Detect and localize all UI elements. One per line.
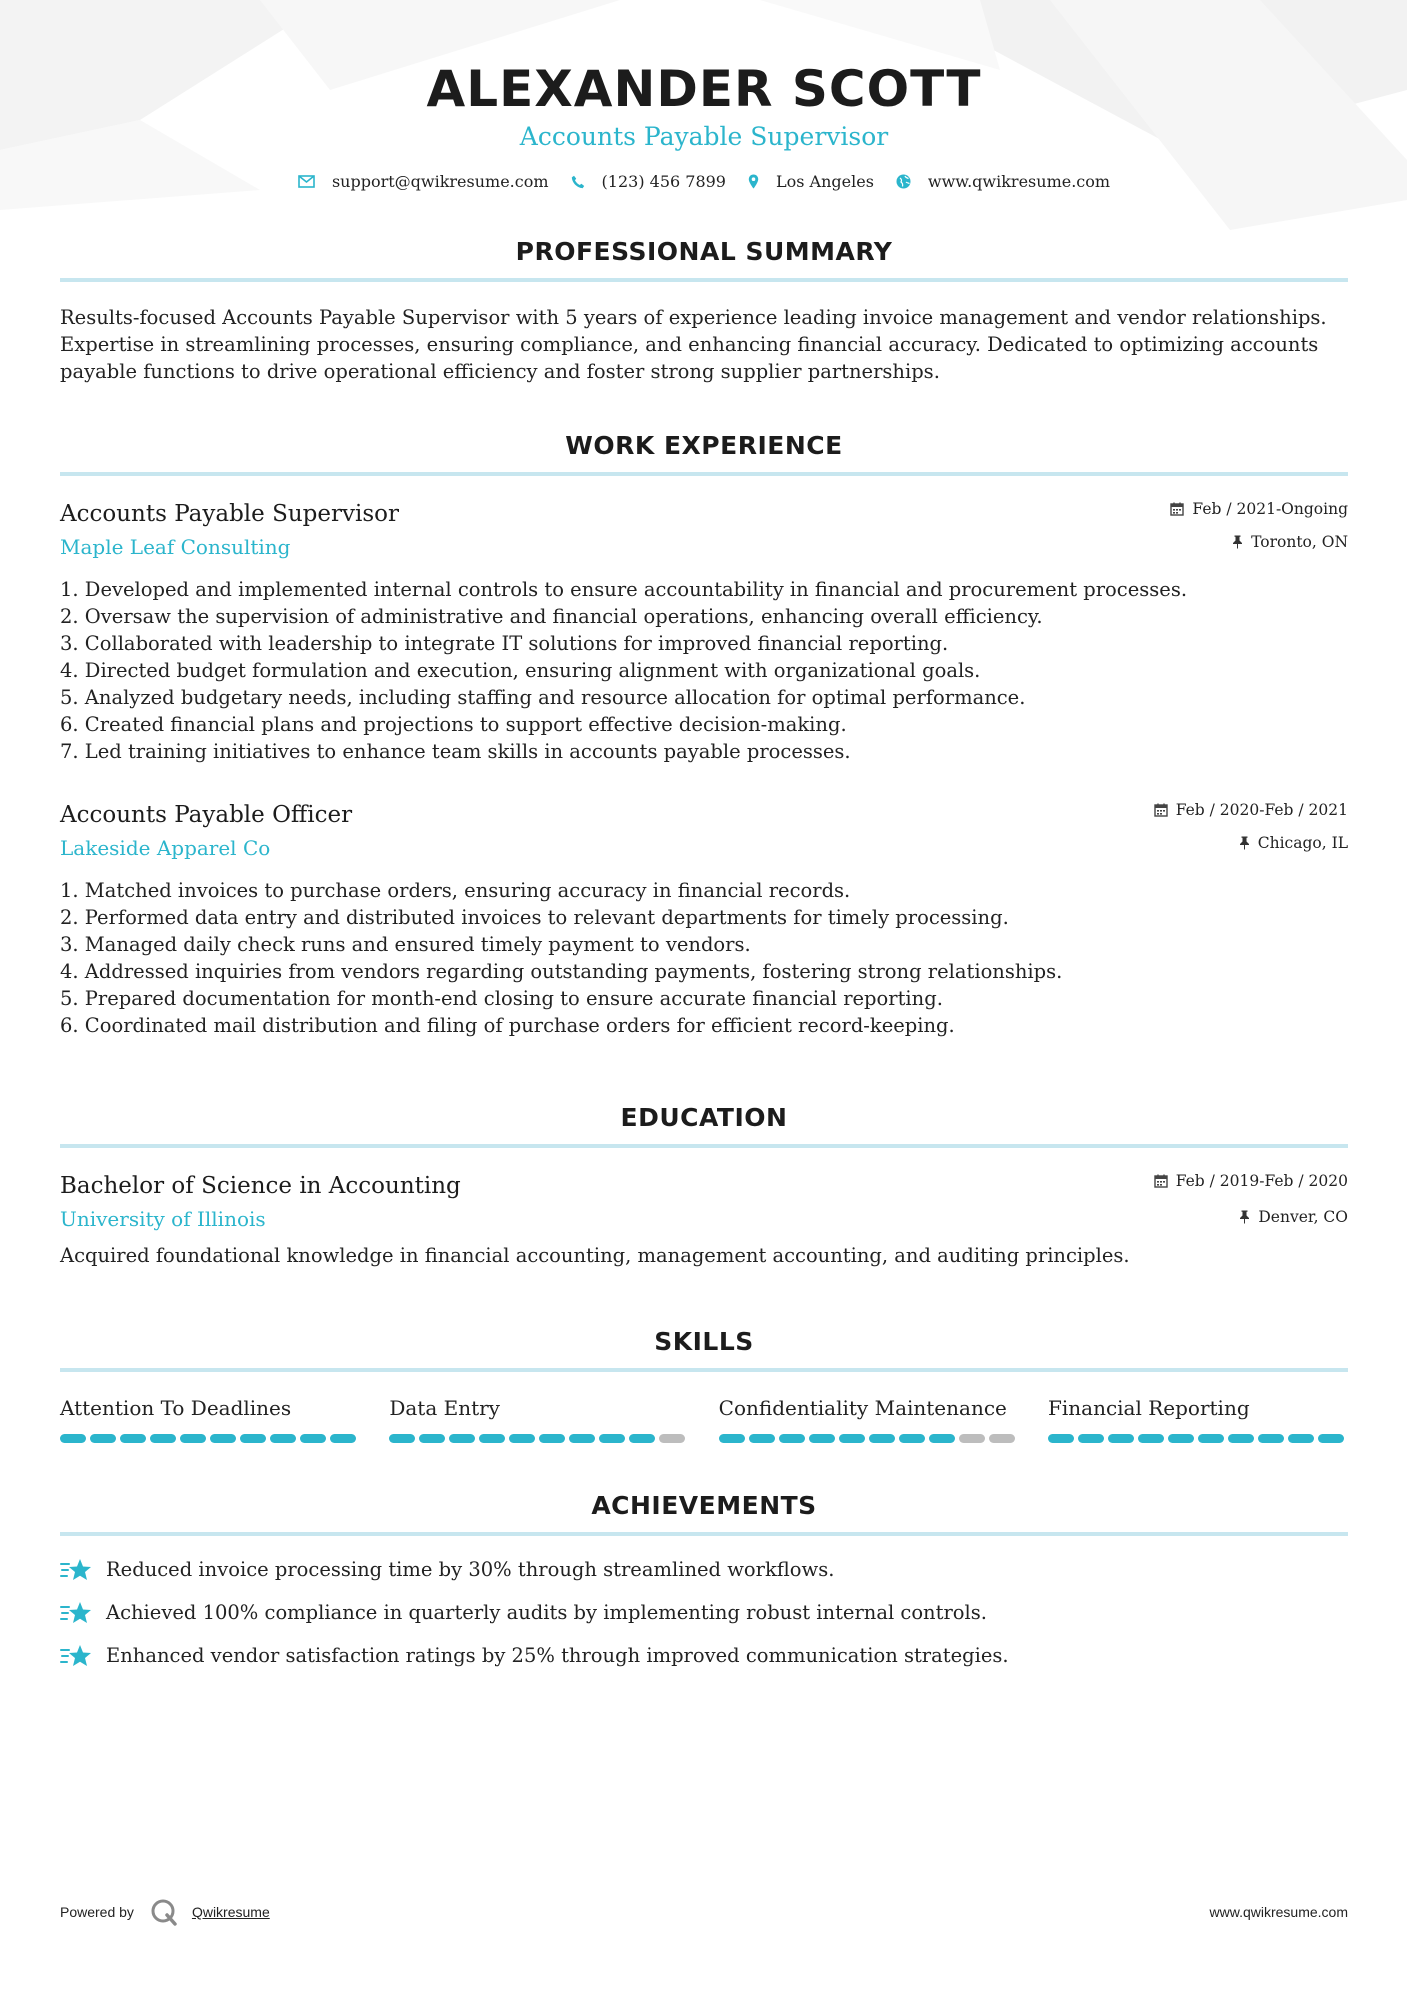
achievement-text: Enhanced vendor satisfaction ratings by 25% through improved communication strategies. <box>106 1644 1009 1667</box>
contact-location-text: Los Angeles <box>775 172 874 191</box>
job-dates: Feb / 2020-Feb / 2021 <box>1175 801 1348 819</box>
skill-level-segment-filled <box>839 1434 865 1443</box>
job-bullet: 3. Collaborated with leadership to integrate IT solutions for improved financial reporting. <box>60 632 949 655</box>
skill-level-bar <box>1048 1434 1348 1443</box>
job-bullet: 2. Performed data entry and distributed invoices to relevant departments for timely processing. <box>60 906 1009 929</box>
skill-level-segment-filled <box>479 1434 505 1443</box>
star-icon <box>60 1600 92 1626</box>
section-title-achievements: ACHIEVEMENTS <box>60 1491 1348 1536</box>
skills-grid <box>60 1394 1348 1443</box>
skill-name: Data Entry <box>389 1396 500 1420</box>
pushpin-icon <box>1239 836 1250 850</box>
job-bullet: 4. Directed budget formulation and execution, ensuring alignment with organizational goals. <box>60 659 981 682</box>
skill-level-segment-filled <box>539 1434 565 1443</box>
contact-phone-text: (123) 456 7899 <box>601 172 726 191</box>
section-title-education: EDUCATION <box>60 1103 1348 1148</box>
job-bullet: 6. Created financial plans and projections to support effective decision-making. <box>60 713 847 736</box>
job-role: Accounts Payable Officer <box>60 802 353 828</box>
skill-level-segment-filled <box>1078 1434 1104 1443</box>
skill-item <box>1048 1394 1348 1443</box>
skill-level-segment-filled <box>929 1434 955 1443</box>
skill-level-segment-filled <box>719 1434 745 1443</box>
contact-email[interactable] <box>298 172 549 191</box>
job-bullet: 2. Oversaw the supervision of administrative and financial operations, enhancing overall efficiency. <box>60 605 1043 628</box>
calendar-icon <box>1154 1174 1168 1188</box>
education-degree: Bachelor of Science in Accounting <box>60 1173 461 1199</box>
contact-email-text: support@qwikresume.com <box>331 172 549 191</box>
skill-level-segment-filled <box>509 1434 535 1443</box>
skill-name: Attention To Deadlines <box>60 1396 292 1420</box>
job-bullet: 1. Developed and implemented internal controls to ensure accountability in financial and procurement processes. <box>60 578 1188 601</box>
job-company: Maple Leaf Consulting <box>60 535 291 559</box>
skill-level-segment-filled <box>330 1434 356 1443</box>
skill-name: Confidentiality Maintenance <box>718 1396 1007 1420</box>
pushpin-icon <box>1232 535 1243 549</box>
contact-phone[interactable] <box>571 172 726 191</box>
skill-level-segment-filled <box>1228 1434 1254 1443</box>
envelope-icon <box>298 175 315 188</box>
contact-row <box>60 172 1348 191</box>
qwikresume-logo-icon <box>150 1898 178 1926</box>
star-icon <box>60 1643 92 1669</box>
skill-level-bar <box>389 1434 689 1443</box>
brand-link[interactable]: Qwikresume <box>191 1904 270 1920</box>
calendar-icon <box>1154 803 1168 817</box>
skill-item <box>60 1394 360 1443</box>
skill-level-segment-filled <box>300 1434 326 1443</box>
skill-level-segment-filled <box>569 1434 595 1443</box>
job-company: Lakeside Apparel Co <box>60 836 271 860</box>
job-bullet: 7. Led training initiatives to enhance team skills in accounts payable processes. <box>60 740 851 763</box>
job-bullet: 4. Addressed inquiries from vendors regarding outstanding payments, fostering strong relationships. <box>60 960 1063 983</box>
achievement-item <box>60 1556 1348 1584</box>
skill-level-bar <box>719 1434 1019 1443</box>
skill-level-segment-filled <box>869 1434 895 1443</box>
education-entry <box>60 1170 1348 1269</box>
contact-location <box>748 172 874 191</box>
skill-level-segment-filled <box>1258 1434 1284 1443</box>
pushpin-icon <box>1239 1210 1250 1224</box>
map-pin-icon <box>748 174 759 189</box>
skill-level-segment-filled <box>449 1434 475 1443</box>
education-location: Denver, CO <box>1258 1208 1348 1226</box>
education-description: Acquired foundational knowledge in financial accounting, management accounting, and auditing principles. <box>60 1244 1130 1267</box>
job-entry <box>60 498 1348 765</box>
skill-level-segment-filled <box>809 1434 835 1443</box>
job-role: Accounts Payable Supervisor <box>60 501 399 527</box>
skill-level-segment-filled <box>599 1434 625 1443</box>
achievement-item <box>60 1642 1348 1670</box>
job-entry <box>60 799 1348 1039</box>
education-dates: Feb / 2019-Feb / 2020 <box>1175 1172 1348 1190</box>
skill-level-segment-filled <box>120 1434 146 1443</box>
skill-level-segment-filled <box>180 1434 206 1443</box>
skill-level-segment-filled <box>899 1434 925 1443</box>
skill-level-segment-filled <box>1048 1434 1074 1443</box>
resume-header <box>60 0 1348 191</box>
job-bullet: 1. Matched invoices to purchase orders, ensuring accuracy in financial records. <box>60 879 851 902</box>
resume-page <box>60 0 1348 1685</box>
skill-level-segment-filled <box>1288 1434 1314 1443</box>
section-title-skills: SKILLS <box>60 1327 1348 1372</box>
achievement-item <box>60 1599 1348 1627</box>
skill-level-segment-filled <box>240 1434 266 1443</box>
skill-level-segment-filled <box>1198 1434 1224 1443</box>
skill-level-segment-filled <box>749 1434 775 1443</box>
skill-level-segment-filled <box>90 1434 116 1443</box>
skill-level-segment-filled <box>60 1434 86 1443</box>
job-bullets <box>60 576 1348 765</box>
skill-level-segment-filled <box>629 1434 655 1443</box>
section-title-summary: PROFESSIONAL SUMMARY <box>60 237 1348 282</box>
powered-by <box>60 1898 270 1926</box>
job-bullet: 6. Coordinated mail distribution and filing of purchase orders for efficient record-keeping. <box>60 1014 955 1037</box>
skill-level-segment-filled <box>1168 1434 1194 1443</box>
footer <box>60 1898 1348 1926</box>
skill-level-segment-empty <box>659 1434 685 1443</box>
job-bullets <box>60 877 1348 1039</box>
skill-level-segment-filled <box>1138 1434 1164 1443</box>
skill-level-segment-filled <box>210 1434 236 1443</box>
job-dates: Feb / 2021-Ongoing <box>1192 500 1348 518</box>
section-title-work: WORK EXPERIENCE <box>60 431 1348 476</box>
star-icon <box>60 1557 92 1583</box>
skill-item <box>389 1394 689 1443</box>
footer-website[interactable]: www.qwikresume.com <box>1209 1904 1348 1920</box>
skill-level-segment-filled <box>389 1434 415 1443</box>
job-location: Toronto, ON <box>1251 533 1348 551</box>
candidate-title: Accounts Payable Supervisor <box>519 122 889 151</box>
skill-level-segment-empty <box>959 1434 985 1443</box>
achievements-list <box>60 1556 1348 1670</box>
skill-level-bar <box>60 1434 360 1443</box>
skill-level-segment-filled <box>1108 1434 1134 1443</box>
skill-item <box>719 1394 1019 1443</box>
globe-icon <box>896 174 911 189</box>
skill-level-segment-filled <box>779 1434 805 1443</box>
achievement-text: Reduced invoice processing time by 30% through streamlined workflows. <box>106 1558 835 1581</box>
skill-level-segment-empty <box>989 1434 1015 1443</box>
powered-by-label: Powered by <box>60 1904 134 1920</box>
summary-text: Results-focused Accounts Payable Supervisor with 5 years of experience leading invoice management and vendor relationships. Expertise in streamlining processes, ensuring compliance, and enhancing financial accuracy. Dedicated to optimizing accounts payable functions to drive operational efficiency and foster strong supplier partnerships. <box>60 306 1327 383</box>
skill-level-segment-filled <box>1318 1434 1344 1443</box>
calendar-icon <box>1170 502 1184 516</box>
contact-website[interactable] <box>896 172 1110 191</box>
phone-icon <box>571 175 585 189</box>
contact-website-text: www.qwikresume.com <box>927 172 1111 191</box>
achievement-text: Achieved 100% compliance in quarterly audits by implementing robust internal controls. <box>106 1601 987 1624</box>
job-bullet: 5. Analyzed budgetary needs, including staffing and resource allocation for optimal performance. <box>60 686 1026 709</box>
job-bullet: 3. Managed daily check runs and ensured timely payment to vendors. <box>60 933 751 956</box>
skill-name: Financial Reporting <box>1047 1396 1250 1420</box>
candidate-name: ALEXANDER SCOTT <box>426 60 982 118</box>
skill-level-segment-filled <box>150 1434 176 1443</box>
skill-level-segment-filled <box>270 1434 296 1443</box>
job-bullet: 5. Prepared documentation for month-end closing to ensure accurate financial reporting. <box>60 987 943 1010</box>
job-location: Chicago, IL <box>1257 834 1348 852</box>
skill-level-segment-filled <box>419 1434 445 1443</box>
education-school: University of Illinois <box>60 1207 266 1231</box>
